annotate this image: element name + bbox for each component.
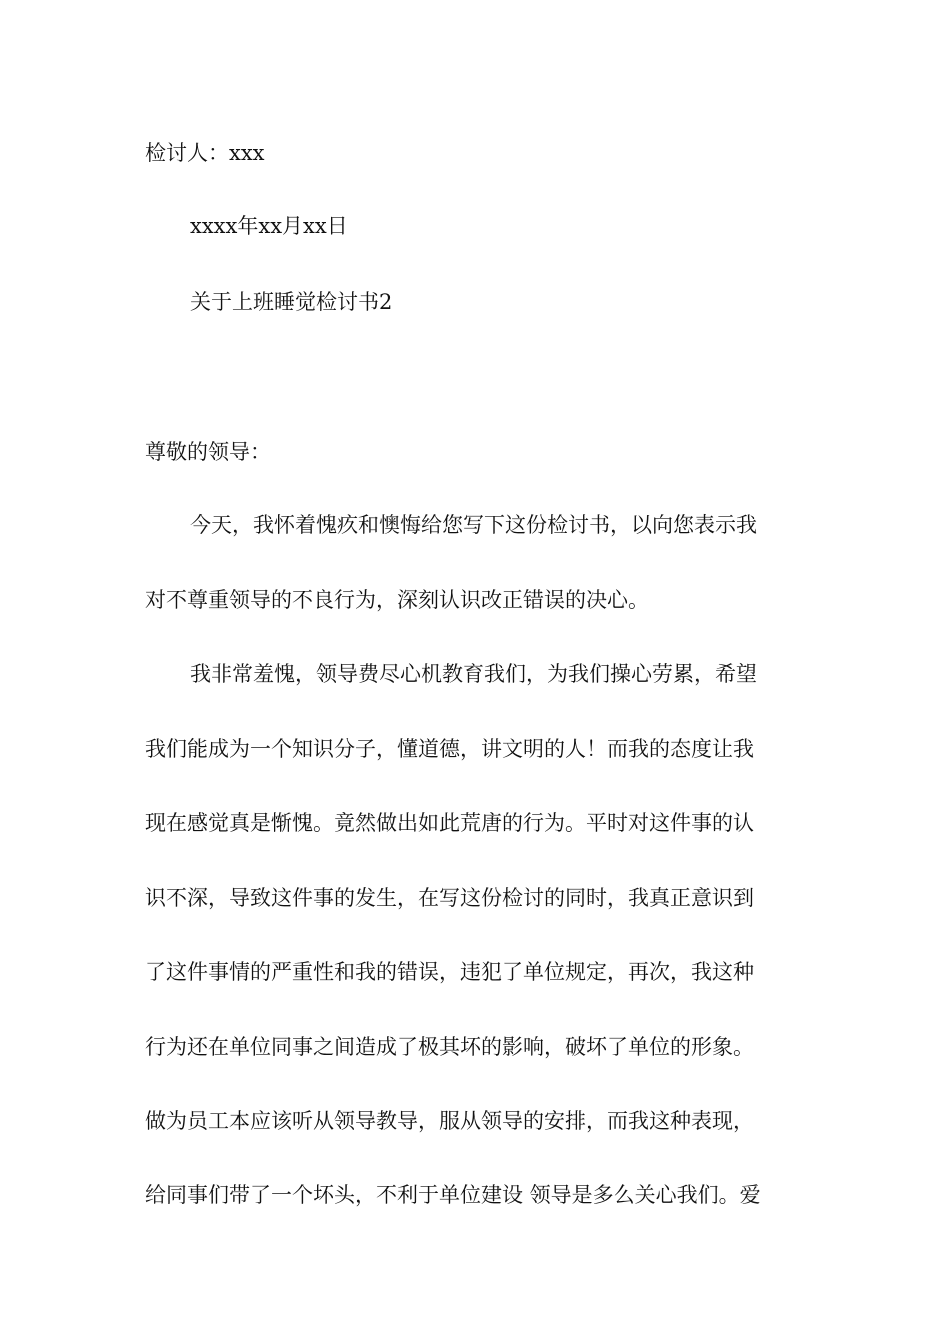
paragraph-line: 识不深，导致这件事的发生，在写这份检讨的同时，我真正意识到 xyxy=(145,886,754,910)
paragraph-line: 我们能成为一个知识分子，懂道德，讲文明的人！而我的态度让我 xyxy=(145,737,754,761)
paragraph-line: 对不尊重领导的不良行为，深刻认识改正错误的决心。 xyxy=(145,588,649,612)
paragraph-line: 行为还在单位同事之间造成了极其坏的影响，破坏了单位的形象。 xyxy=(145,1035,754,1059)
paragraph-line: 今天，我怀着愧疚和懊悔给您写下这份检讨书，以向您表示我 xyxy=(190,513,757,537)
salutation: 尊敬的领导： xyxy=(145,440,271,464)
letter-title: 关于上班睡觉检讨书2 xyxy=(190,290,393,314)
paragraph-line: 了这件事情的严重性和我的错误，违犯了单位规定，再次，我这种 xyxy=(145,960,754,984)
date-line: xxxx年xx月xx日 xyxy=(190,214,348,238)
signer-line: 检讨人：xxx xyxy=(145,141,265,165)
paragraph-line: 现在感觉真是惭愧。竟然做出如此荒唐的行为。平时对这件事的认 xyxy=(145,811,754,835)
paragraph-line: 做为员工本应该听从领导教导，服从领导的安排，而我这种表现， xyxy=(145,1109,754,1133)
paragraph-line: 给同事们带了一个坏头，不利于单位建设 领导是多么关心我们。爱 xyxy=(145,1183,761,1207)
paragraph-line: 我非常羞愧，领导费尽心机教育我们，为我们操心劳累，希望 xyxy=(190,662,757,686)
